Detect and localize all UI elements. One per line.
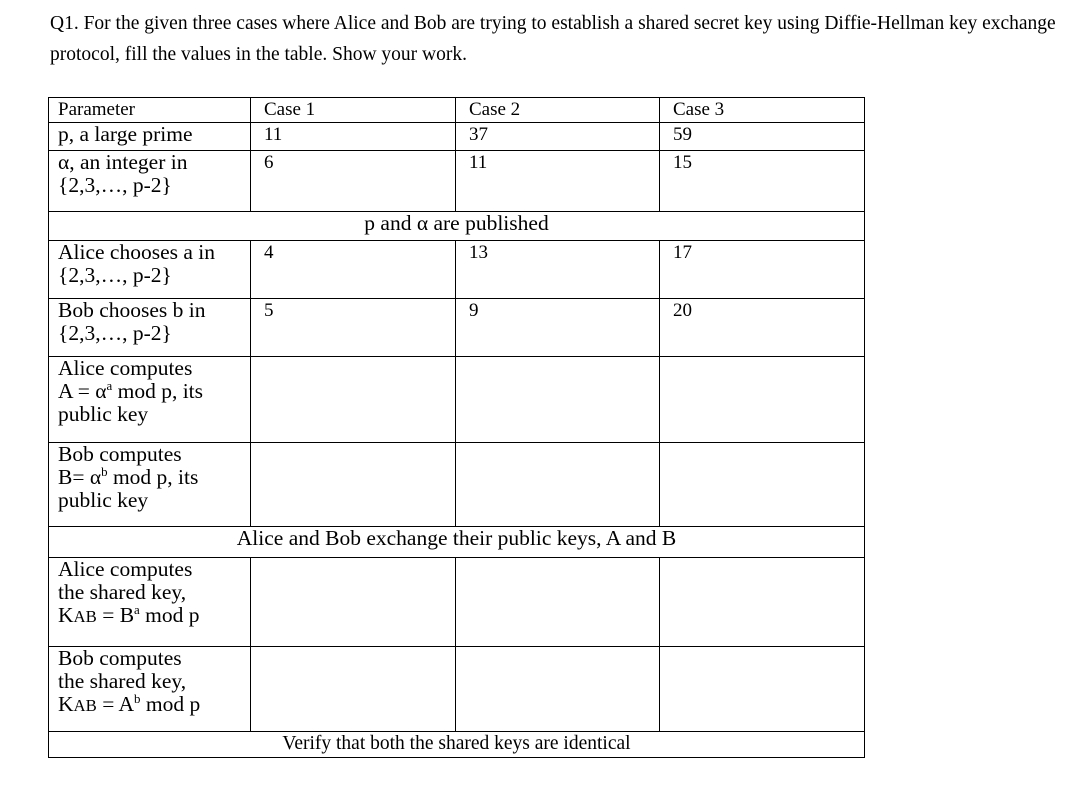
alice-shared-k-subscript: AB xyxy=(73,607,97,626)
alice-shared-case-3 xyxy=(660,558,865,647)
p-case-1: 11 xyxy=(251,123,456,151)
alice-shared-eq-suffix: mod p xyxy=(139,603,200,627)
bob-public-eq-prefix: B= α xyxy=(58,465,102,489)
bob-public-exponent: b xyxy=(101,464,108,479)
published-note: p and α are published xyxy=(49,212,865,241)
bob-public-line-3: public key xyxy=(58,488,149,512)
alice-choose-case-2: 13 xyxy=(456,241,660,299)
bob-public-equation xyxy=(58,466,250,489)
alice-shared-exponent: a xyxy=(134,602,140,617)
alpha-label: α, an integer in {2,3,…, p-2} xyxy=(49,151,251,212)
diffie-hellman-table xyxy=(48,97,865,758)
bob-choose-case-2: 9 xyxy=(456,299,660,357)
alice-public-key-label xyxy=(49,357,251,443)
alpha-case-3: 15 xyxy=(660,151,865,212)
alpha-case-2: 11 xyxy=(456,151,660,212)
alice-shared-eq-prefix: = B xyxy=(96,603,135,627)
bob-public-case-1 xyxy=(251,443,456,527)
bob-shared-exponent: b xyxy=(134,691,141,706)
alice-public-case-1 xyxy=(251,357,456,443)
bob-shared-key-row xyxy=(49,647,865,732)
bob-shared-k: K xyxy=(58,692,74,716)
alice-choose-case-3: 17 xyxy=(660,241,865,299)
alice-shared-k: K xyxy=(58,603,74,627)
header-case-3: Case 3 xyxy=(660,98,865,123)
alice-shared-key-label xyxy=(49,558,251,647)
bob-choose-row xyxy=(49,299,865,357)
bob-public-key-label xyxy=(49,443,251,527)
alice-shared-line-1: Alice computes xyxy=(58,557,193,581)
bob-public-line-1: Bob computes xyxy=(58,442,182,466)
bob-shared-line-1: Bob computes xyxy=(58,646,182,670)
question-text: Q1. For the given three cases where Alice and Bob are trying to establish a shared secret key using Diffie-Hellman key exchange protocol, fill the values in the table. Show your work. xyxy=(50,13,1056,65)
alice-shared-line-2: the shared key, xyxy=(58,580,187,604)
alice-public-key-row xyxy=(49,357,865,443)
alice-shared-key-row xyxy=(49,558,865,647)
header-case-1: Case 1 xyxy=(251,98,456,123)
alice-public-exponent: a xyxy=(106,378,113,393)
bob-shared-eq-suffix: mod p xyxy=(140,692,201,716)
bob-shared-case-3 xyxy=(660,647,865,732)
alice-public-eq-suffix: mod p, its xyxy=(112,379,204,403)
alice-public-line-1: Alice computes xyxy=(58,356,193,380)
header-case-2: Case 2 xyxy=(456,98,660,123)
p-row xyxy=(49,123,865,151)
bob-choose-case-3: 20 xyxy=(660,299,865,357)
bob-public-case-2 xyxy=(456,443,660,527)
bob-shared-key-label xyxy=(49,647,251,732)
alice-choose-label: Alice chooses a in {2,3,…, p-2} xyxy=(49,241,251,299)
alice-choose-row xyxy=(49,241,865,299)
bob-public-eq-suffix: mod p, its xyxy=(107,465,199,489)
alice-public-line-3: public key xyxy=(58,402,149,426)
alice-choose-case-1: 4 xyxy=(251,241,456,299)
bob-public-key-row xyxy=(49,443,865,527)
exchange-note: Alice and Bob exchange their public keys, A and B xyxy=(49,527,865,558)
alpha-row xyxy=(49,151,865,212)
bob-shared-case-2 xyxy=(456,647,660,732)
p-case-2: 37 xyxy=(456,123,660,151)
bob-shared-line-2: the shared key, xyxy=(58,669,187,693)
p-label: p, a large prime xyxy=(49,123,251,151)
header-parameter: Parameter xyxy=(49,98,251,123)
alice-public-case-2 xyxy=(456,357,660,443)
header-row xyxy=(49,98,865,123)
bob-choose-case-1: 5 xyxy=(251,299,456,357)
bob-shared-case-1 xyxy=(251,647,456,732)
bob-shared-equation xyxy=(58,693,250,717)
alice-shared-case-1 xyxy=(251,558,456,647)
p-case-3: 59 xyxy=(660,123,865,151)
bob-shared-k-subscript: AB xyxy=(73,696,97,715)
alice-shared-equation xyxy=(58,604,250,628)
verify-row xyxy=(49,732,865,758)
verify-note: Verify that both the shared keys are identical xyxy=(49,732,865,758)
alpha-case-1: 6 xyxy=(251,151,456,212)
bob-public-case-3 xyxy=(660,443,865,527)
alice-public-equation xyxy=(58,380,250,403)
alice-public-eq-prefix: A = α xyxy=(58,379,107,403)
exchange-row xyxy=(49,527,865,558)
published-row xyxy=(49,212,865,241)
alice-shared-case-2 xyxy=(456,558,660,647)
alice-public-case-3 xyxy=(660,357,865,443)
bob-choose-label: Bob chooses b in {2,3,…, p-2} xyxy=(49,299,251,357)
bob-shared-eq-prefix: = A xyxy=(96,692,135,716)
